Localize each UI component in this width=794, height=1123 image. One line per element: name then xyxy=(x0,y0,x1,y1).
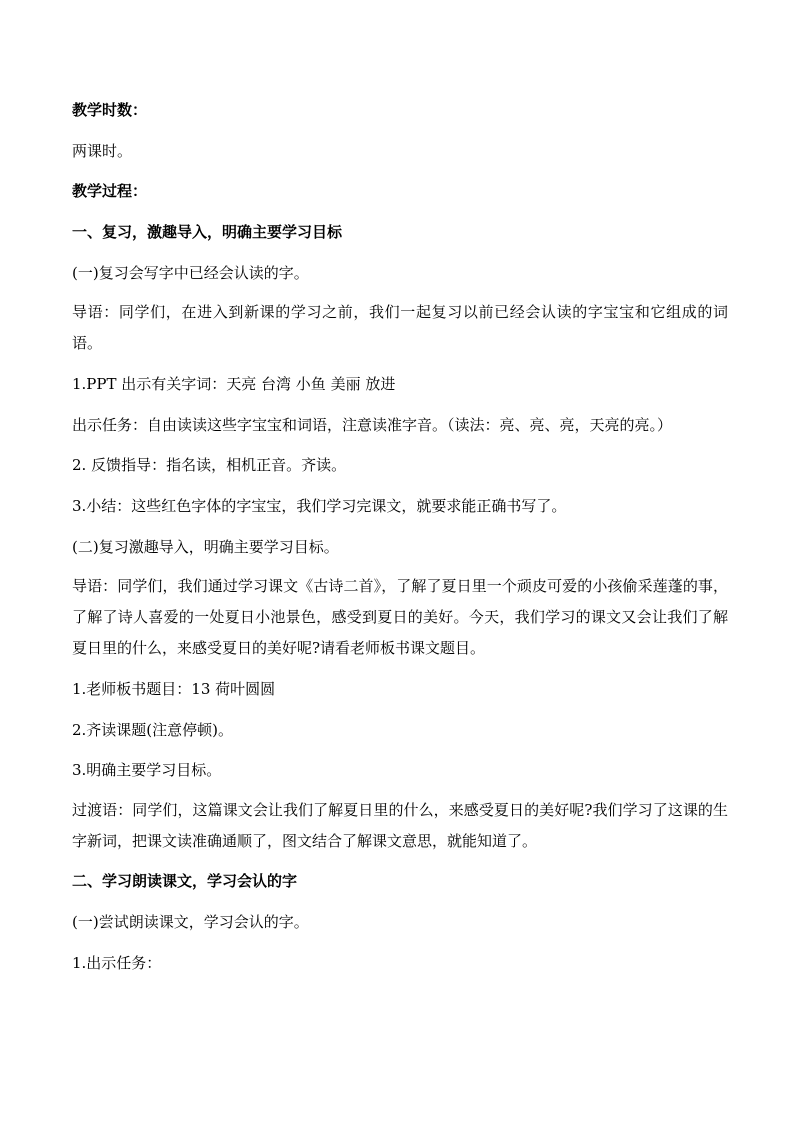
subsection-2-step-3: 3.明确主要学习目标。 xyxy=(72,761,222,779)
subsection-1-step-3: 3.小结：这些红色字体的字宝宝，我们学习完课文，就要求能正确书写了。 xyxy=(72,497,567,515)
subsection-2-step-1: 1.老师板书题目：13 荷叶圆圆 xyxy=(72,680,276,698)
section-2-title: 二、学习朗读课文，学习会认的字 xyxy=(72,872,298,890)
teaching-hours-heading: 教学时数： xyxy=(72,101,148,119)
subsection-1-title: (一)复习会写字中已经会认读的字。 xyxy=(72,264,309,282)
subsection-2-title: (二)复习激趣导入，明确主要学习目标。 xyxy=(72,538,339,556)
section-2-subsection-1-title: (一)尝试朗读课文，学习会认的字。 xyxy=(72,913,309,931)
subsection-1-step-1: 1.PPT 出示有关字词：天亮 台湾 小鱼 美丽 放进 xyxy=(72,375,396,393)
subsection-2-step-2: 2.齐读课题(注意停顿)。 xyxy=(72,721,234,739)
teaching-process-heading: 教学过程： xyxy=(72,182,148,200)
subsection-2-intro: 导语：同学们，我们通过学习课文《古诗二首》，了解了夏日里一个顽皮可爱的小孩偷采莲蓬的事，了解了诗人喜爱的一处夏日小池景色，感受到夏日的美好。今天，我们学习的课文又会让我们了解夏日里的什么，来感受夏日的美好呢?请看老师板书课文题目。 xyxy=(72,577,728,657)
section-1-title: 一、复习，激趣导入，明确主要学习目标 xyxy=(72,223,343,241)
teaching-hours-value: 两课时。 xyxy=(72,142,133,160)
subsection-1-task: 出示任务：自由读读这些字宝宝和词语，注意读准字音。（读法：亮、亮、亮，天亮的亮。） xyxy=(72,416,673,434)
subsection-1-intro: 导语：同学们，在进入到新课的学习之前，我们一起复习以前已经会认读的字宝宝和它组成的词语。 xyxy=(72,303,728,352)
transition-paragraph: 过渡语：同学们，这篇课文会让我们了解夏日里的什么，来感受夏日的美好呢?我们学习了这课的生字新词，把课文读准确通顺了，图文结合了解课文意思，就能知道了。 xyxy=(72,801,728,850)
subsection-1-step-2: 2. 反馈指导：指名读，相机正音。齐读。 xyxy=(72,456,347,474)
section-2-step-1: 1.出示任务： xyxy=(72,954,162,972)
